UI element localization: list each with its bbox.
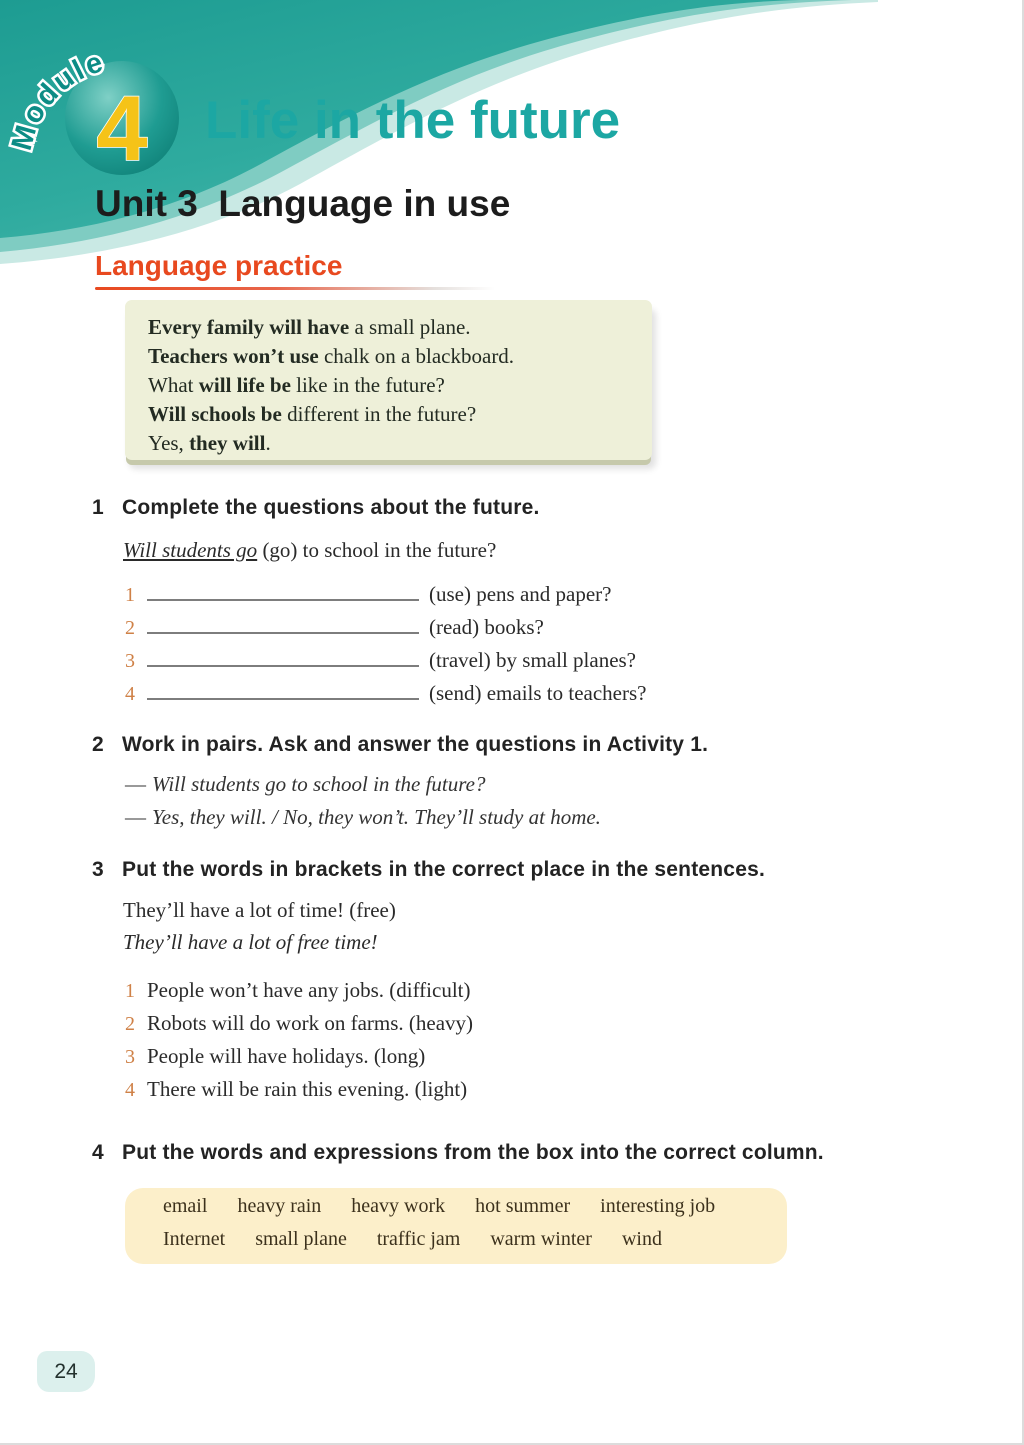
activity3-items	[125, 978, 473, 1110]
item-text: People won’t have any jobs. (difficult)	[147, 978, 471, 1002]
activity-heading-text: Put the words in brackets in the correct place in the sentences.	[122, 858, 765, 881]
item-text: (travel) by small planes?	[429, 648, 637, 672]
item-number: 1	[125, 584, 135, 606]
answer-blank	[147, 679, 419, 700]
module-badge-word: Module	[5, 45, 110, 154]
practice-line: Every family will have a small plane.	[148, 315, 471, 339]
word-item: heavy rain	[237, 1195, 322, 1217]
item-number: 3	[125, 650, 135, 672]
unit-title: Unit 3 Language in use	[95, 183, 511, 224]
activity-number: 1	[92, 496, 104, 519]
example-rest: (go) to school in the future?	[257, 538, 497, 562]
sentence-row	[125, 1044, 473, 1077]
dialogue-line	[125, 805, 601, 838]
dialogue-dash: —	[125, 805, 146, 829]
page-number: 24	[54, 1359, 78, 1383]
item-number: 3	[125, 1046, 135, 1068]
fill-in-row	[125, 580, 647, 613]
activity1-heading	[92, 496, 540, 520]
activity-number: 4	[92, 1141, 104, 1164]
activity4-heading	[92, 1141, 824, 1165]
grammar-practice-box	[125, 300, 652, 460]
practice-line: Teachers won’t use chalk on a blackboard.	[148, 344, 515, 368]
item-text: (use) pens and paper?	[429, 582, 612, 606]
activity1-items	[125, 580, 647, 712]
item-number: 2	[125, 1013, 135, 1035]
activity-heading-text: Put the words and expressions from the box into the correct column.	[122, 1141, 824, 1164]
fill-in-row	[125, 679, 647, 712]
word-item: small plane	[255, 1228, 347, 1250]
word-item: Internet	[163, 1228, 226, 1250]
item-text: (read) books?	[429, 615, 544, 639]
word-box-row	[163, 1228, 787, 1261]
word-box	[125, 1188, 787, 1264]
activity1-example	[123, 538, 496, 563]
item-number: 4	[125, 1079, 135, 1101]
activity2-heading	[92, 733, 708, 757]
item-text: People will have holidays. (long)	[147, 1044, 426, 1068]
item-number: 2	[125, 617, 135, 639]
answer-blank	[147, 580, 419, 601]
dialogue-text: Yes, they will. / No, they won’t. They’ll study at home.	[152, 805, 601, 829]
sentence-row	[125, 1077, 473, 1110]
section-heading: Language practice	[95, 250, 343, 281]
practice-line: What will life be like in the future?	[148, 373, 445, 397]
dialogue-dash: —	[125, 772, 146, 796]
activity-heading-text: Work in pairs. Ask and answer the questions in Activity 1.	[122, 733, 709, 756]
answer-blank	[147, 646, 419, 667]
word-item: hot summer	[475, 1195, 571, 1217]
practice-line: Will schools be different in the future?	[148, 402, 477, 426]
word-item: heavy work	[351, 1195, 446, 1217]
practice-line: Yes, they will.	[148, 431, 271, 455]
word-item: traffic jam	[376, 1228, 461, 1250]
word-item: interesting job	[600, 1195, 716, 1217]
item-text: There will be rain this evening. (light)	[147, 1077, 468, 1101]
dialogue-line	[125, 772, 601, 805]
section-heading-underline	[95, 287, 495, 290]
item-number: 4	[125, 683, 135, 705]
fill-in-row	[125, 646, 647, 679]
example-answer: Will students go	[123, 538, 258, 562]
activity3-heading	[92, 858, 765, 882]
word-box-row	[163, 1195, 787, 1228]
activity-number: 2	[92, 733, 104, 756]
module-badge-number: 4	[96, 78, 148, 180]
activity2-dialogue	[125, 772, 601, 838]
item-text: Robots will do work on farms. (heavy)	[147, 1011, 474, 1035]
page-number-badge	[37, 1351, 95, 1392]
dialogue-text: Will students go to school in the future?	[152, 772, 486, 796]
word-item: wind	[621, 1228, 662, 1250]
activity-number: 3	[92, 858, 104, 881]
answer-blank	[147, 613, 419, 634]
activity3-example-plain: They’ll have a lot of time! (free)	[123, 898, 396, 922]
word-item: email	[163, 1195, 208, 1217]
sentence-row	[125, 1011, 473, 1044]
fill-in-row	[125, 613, 647, 646]
sentence-row	[125, 978, 473, 1011]
activity3-example-italic: They’ll have a lot of free time!	[123, 930, 378, 954]
page-title: Life in the future	[205, 91, 621, 150]
item-number: 1	[125, 980, 135, 1002]
word-item: warm winter	[490, 1228, 592, 1250]
activity-heading-text: Complete the questions about the future.	[122, 496, 540, 519]
item-text: (send) emails to teachers?	[429, 681, 647, 705]
